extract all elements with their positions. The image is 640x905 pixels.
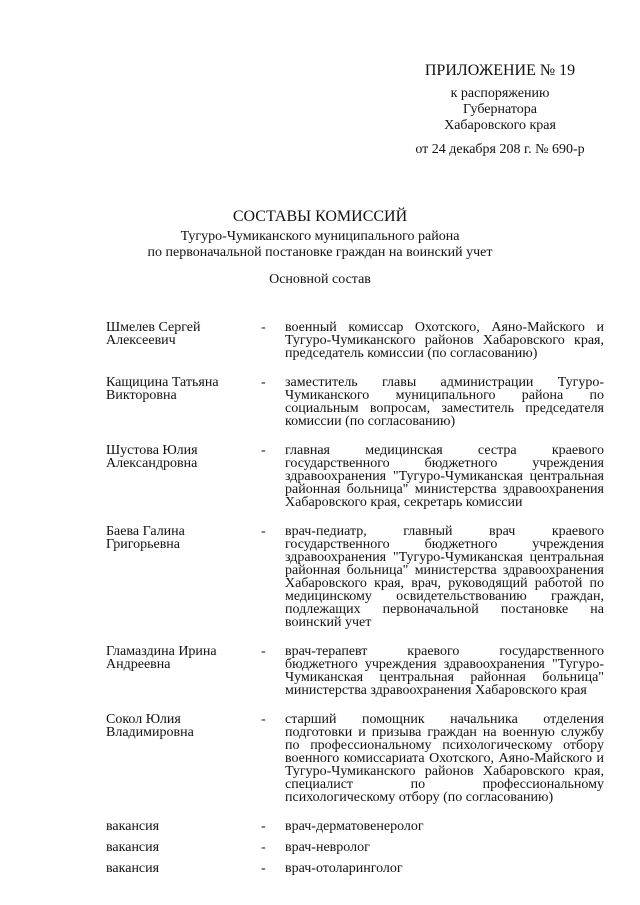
member-row <box>106 376 606 428</box>
member-description: врач-невролог <box>285 840 370 855</box>
member-row-vacancy <box>106 841 606 854</box>
member-dash: - <box>261 644 266 659</box>
member-name: вакансия <box>106 819 160 834</box>
member-row <box>106 525 606 629</box>
member-name: Гламаздина Ирина Андреевна <box>106 644 217 672</box>
member-dash: - <box>261 840 266 855</box>
document-subtitle <box>0 229 640 261</box>
appendix-line-1: к распоряжению <box>450 86 550 101</box>
member-description: врач-терапевт краевого государственного бюджетного учреждения здравоохранения "Тугуро-Чумиканская центральная районная больница" министерства здравоохранения Хабаровского края <box>285 644 604 698</box>
member-name: Баева Галина Григорьевна <box>106 524 185 552</box>
member-description: военный комиссар Охотского, Аяно-Майского и Тугуро-Чумиканского районов Хабаровского края, председатель комиссии (по согласованию) <box>285 320 604 361</box>
member-row-vacancy <box>106 820 606 833</box>
member-description: врач-отоларинголог <box>285 861 403 876</box>
member-name: Кащицина Татьяна Викторовна <box>106 375 219 403</box>
member-dash: - <box>261 524 266 539</box>
appendix-header <box>380 62 620 158</box>
member-dash: - <box>261 320 266 335</box>
member-description: врач-педиатр, главный врач краевого государственного бюджетного учреждения здравоохранения "Тугуро-Чумиканская центральная районная больница" министерства здравоохранения Хабаровского края, врач, руководящий работой по медицинскому освидетельствованию граждан, подлежащих первоначальной постановке на воинский учет <box>285 524 604 630</box>
appendix-line-3: Хабаровского края <box>444 118 556 133</box>
member-row <box>106 713 606 804</box>
member-name: Шустова Юлия Александровна <box>106 443 198 471</box>
member-row <box>106 444 606 509</box>
member-dash: - <box>261 375 266 390</box>
member-name: вакансия <box>106 840 160 855</box>
member-description: главная медицинская сестра краевого государственного бюджетного учреждения здравоохранения "Тугуро-Чумиканская центральная районная больница" министерства здравоохранения Хабаровского края, секретарь комиссии <box>285 443 604 510</box>
member-dash: - <box>261 712 266 727</box>
appendix-number: ПРИЛОЖЕНИЕ № 19 <box>424 62 576 79</box>
document-title: СОСТАВЫ КОМИССИЙ <box>232 208 408 225</box>
appendix-date: от 24 декабря 208 г. № 690-р <box>415 142 585 157</box>
member-row-vacancy <box>106 862 606 875</box>
member-dash: - <box>261 861 266 876</box>
subsection-title: Основной состав <box>269 272 371 287</box>
member-row <box>106 321 606 360</box>
member-description: врач-дерматовенеролог <box>285 819 424 834</box>
member-name: Сокол Юлия Владимировна <box>106 712 194 740</box>
member-description: старший помощник начальника отделения подготовки и призыва граждан на военную службу по профессиональному психологическому отбору военного комиссариата Охотского, Аяно-Майского и Тугуро-Чумиканского районов Хабаровского края, специалист по профессиональному психологическому отбору (по согласованию) <box>285 712 604 805</box>
member-description: заместитель главы администрации Тугуро-Чумиканского муниципального района по социальным вопросам, заместитель председателя комиссии (по согласованию) <box>285 375 604 429</box>
appendix-line-2: Губернатора <box>462 102 538 117</box>
member-dash: - <box>261 819 266 834</box>
member-dash: - <box>261 443 266 458</box>
member-row <box>106 645 606 697</box>
member-name: Шмелев Сергей Алексеевич <box>106 320 201 348</box>
subtitle-line-1: Тугуро-Чумиканского муниципального района <box>180 229 460 244</box>
subtitle-line-2: по первоначальной постановке граждан на воинский учет <box>147 245 493 260</box>
member-name: вакансия <box>106 861 160 876</box>
members-list <box>106 321 606 875</box>
